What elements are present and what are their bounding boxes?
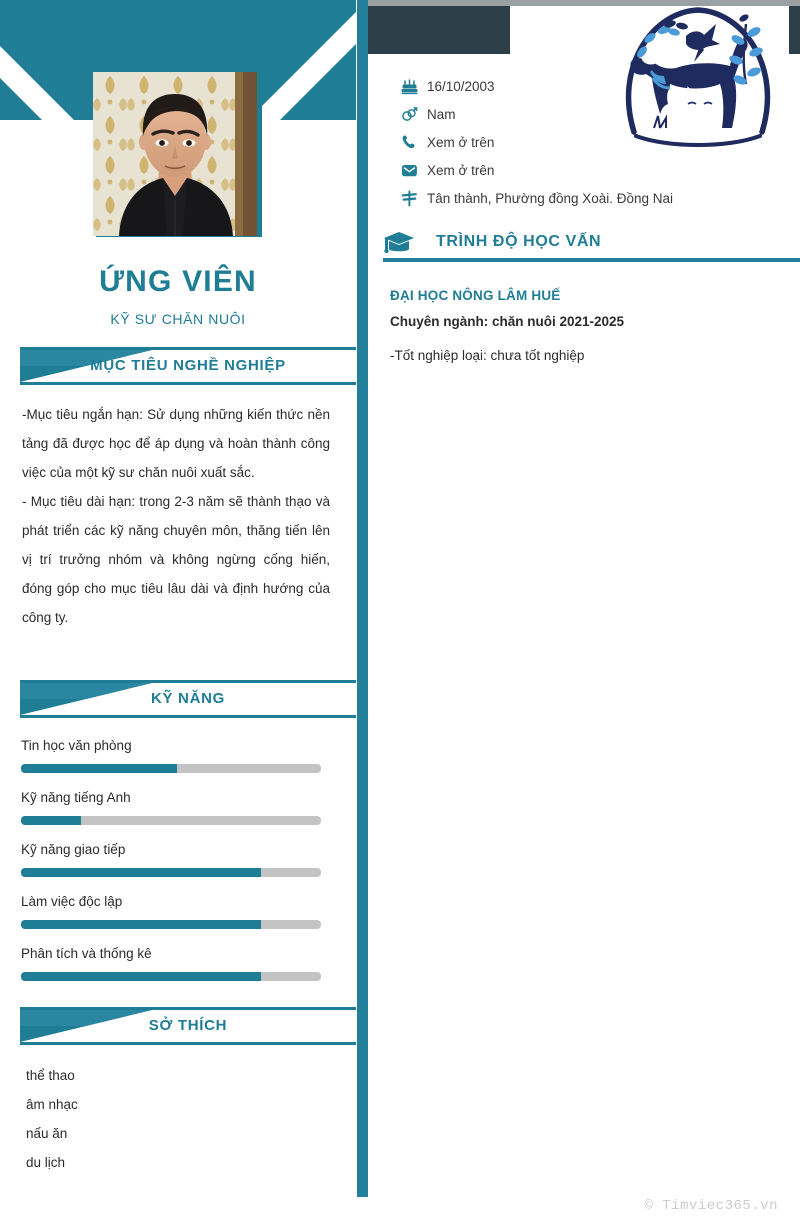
- name-block: [0, 265, 356, 327]
- section-title-hobbies: SỞ THÍCH: [148, 1017, 228, 1034]
- skill-progress-track: [21, 764, 321, 773]
- education-school: ĐẠI HỌC NÔNG LÂM HUẾ: [390, 288, 561, 303]
- contact-value: Tân thành, Phường đồng Xoài. Đồng Nai: [427, 190, 674, 206]
- column-divider: [357, 0, 368, 1197]
- page-title: ỨNG VIÊN: [99, 265, 257, 298]
- skill-item: [21, 946, 331, 981]
- skill-progress-track: [21, 868, 321, 877]
- skill-progress-fill: [21, 972, 261, 981]
- right-content: [368, 0, 800, 1224]
- contact-row: [401, 72, 791, 100]
- contact-row: [401, 128, 791, 156]
- contact-row: [401, 184, 791, 212]
- skill-progress-track: [21, 920, 321, 929]
- map-location-icon: [401, 190, 427, 207]
- hobbies-list: [26, 1061, 326, 1177]
- envelope-icon: [401, 163, 427, 178]
- objective-paragraph: - Mục tiêu dài hạn: trong 2-3 năm sẽ thành thạo và phát triển các kỹ năng chuyên môn, thăng tiến lên vị trí trưởng nhóm và không ngừng cống hiến, đóng góp cho mục tiêu lâu dài và định hướng của công ty.: [22, 494, 330, 625]
- skill-item: [21, 790, 331, 825]
- section-header-objective: [20, 347, 356, 385]
- contact-value: Nam: [427, 106, 456, 122]
- contact-list: [401, 72, 791, 212]
- education-major: Chuyên ngành: chăn nuôi 2021-2025: [390, 314, 625, 329]
- section-rule: [383, 258, 800, 262]
- skill-label: Phân tích và thống kê: [21, 946, 152, 961]
- section-title-skills: KỸ NĂNG: [150, 690, 226, 707]
- skill-label: Kỹ năng tiếng Anh: [21, 790, 131, 805]
- contact-value: Xem ở trên: [427, 162, 495, 178]
- hobby-item: nấu ăn: [26, 1126, 68, 1141]
- birthday-cake-icon: [401, 78, 427, 95]
- contact-row: [401, 100, 791, 128]
- hobby-item: du lịch: [26, 1155, 66, 1170]
- contact-row: [401, 156, 791, 184]
- skill-item: [21, 842, 331, 877]
- avatar-image: [93, 72, 257, 236]
- skill-progress-track: [21, 972, 321, 981]
- graduation-cap-icon: [383, 230, 415, 256]
- skill-label: Kỹ năng giao tiếp: [21, 842, 126, 857]
- section-header-hobbies: [20, 1007, 356, 1045]
- skill-item: [21, 738, 331, 773]
- education-body: [390, 288, 790, 363]
- hobby-item: thể thao: [26, 1068, 75, 1083]
- objective-body: [22, 400, 330, 632]
- skill-progress-fill: [21, 920, 261, 929]
- section-header-education: [383, 228, 800, 266]
- objective-paragraph: -Mục tiêu ngắn hạn: Sử dụng những kiến thức nền tảng đã được học để áp dụng và hoàn thành công việc của một kỹ sư chăn nuôi xuất sắc.: [22, 407, 330, 480]
- skill-progress-fill: [21, 816, 81, 825]
- gender-male-icon: [401, 106, 427, 123]
- job-title: KỸ SƯ CHĂN NUÔI: [110, 310, 246, 327]
- skill-label: Tin học văn phòng: [21, 738, 132, 753]
- contact-value: Xem ở trên: [427, 134, 495, 150]
- skill-label: Làm việc độc lập: [21, 894, 123, 909]
- section-header-skills: [20, 680, 356, 718]
- phone-icon: [401, 134, 427, 150]
- left-sidebar: [0, 0, 356, 1224]
- watermark: © Timviec365.vn: [644, 1198, 778, 1214]
- section-title-education: TRÌNH ĐỘ HỌC VẤN: [436, 233, 602, 250]
- skill-progress-fill: [21, 868, 261, 877]
- skills-list: [21, 738, 331, 998]
- hobby-item: âm nhạc: [26, 1097, 78, 1112]
- top-slate-band-left: [368, 6, 510, 54]
- section-title-objective: MỤC TIÊU NGHỀ NGHIỆP: [90, 357, 286, 374]
- education-grade: -Tốt nghiệp loại: chưa tốt nghiệp: [390, 348, 585, 363]
- skill-item: [21, 894, 331, 929]
- skill-progress-track: [21, 816, 321, 825]
- contact-value: 16/10/2003: [427, 78, 495, 94]
- avatar: [93, 70, 259, 238]
- skill-progress-fill: [21, 764, 177, 773]
- top-slate-band-right: [789, 6, 800, 54]
